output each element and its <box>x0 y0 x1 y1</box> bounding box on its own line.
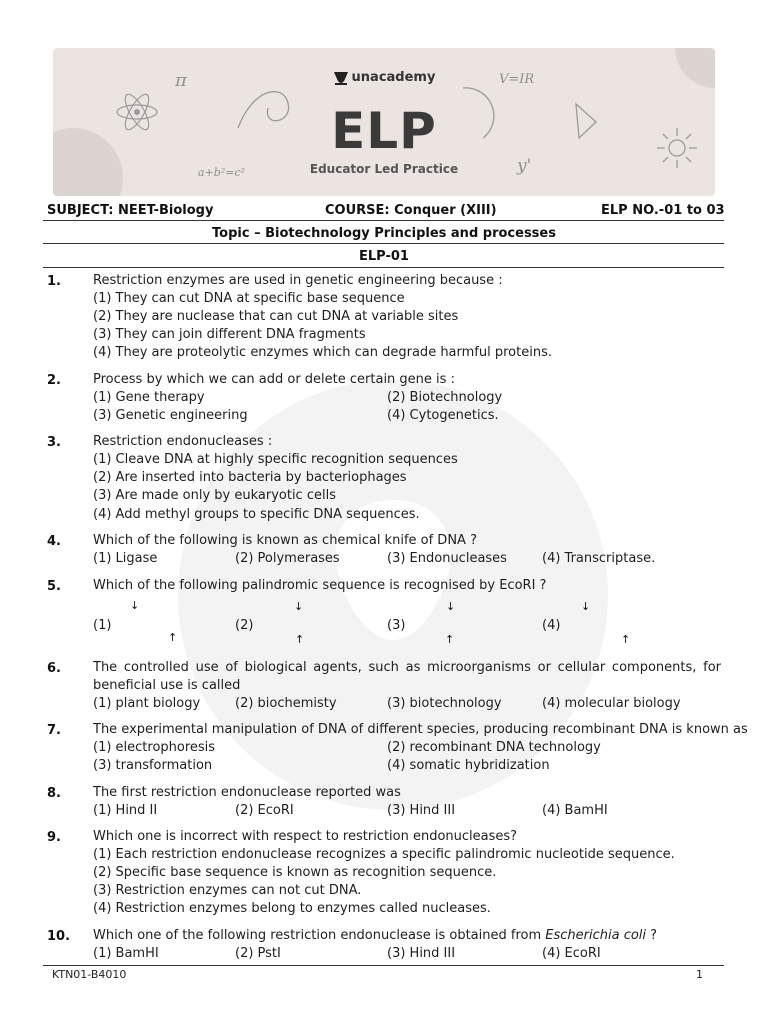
subject-label: SUBJECT: NEET-Biology <box>47 203 214 218</box>
option: (1) Ligase <box>93 551 158 566</box>
question-number: 3. <box>47 435 61 450</box>
question-number: 1. <box>47 274 61 289</box>
option: (2) They are nuclease that can cut DNA at variable sites <box>93 309 459 324</box>
option: (3) Hind III <box>387 946 456 961</box>
option: (2) EcoRI <box>235 803 294 818</box>
brand-name: unacademy <box>351 70 436 85</box>
question-number: 8. <box>47 786 61 801</box>
option: (4) They are proteolytic enzymes which can degrade harmful proteins. <box>93 345 552 360</box>
question-number: 4. <box>47 534 61 549</box>
question-number: 2. <box>47 373 61 388</box>
option: (1) electrophoresis <box>93 740 216 755</box>
option: (4) somatic hybridization <box>387 758 550 773</box>
option: (4) molecular biology <box>542 696 681 711</box>
elp-number: ELP NO.-01 to 03 <box>601 203 725 218</box>
cut-arrow-up-icon: ↑ <box>621 633 631 646</box>
option: (1) <box>93 618 112 633</box>
question-text <box>93 927 657 945</box>
option: (1) They can cut DNA at specific base sequence <box>93 291 405 306</box>
species-name: Escherichia coli <box>545 928 647 943</box>
option: (3) biotechnology <box>387 696 502 711</box>
banner-title: ELP <box>331 102 437 160</box>
page-number: 1 <box>696 968 703 981</box>
cut-arrow-down-icon: ↓ <box>446 600 456 613</box>
cut-arrow-down-icon: ↓ <box>294 600 304 613</box>
option: (1) Gene therapy <box>93 390 205 405</box>
option: (4) <box>542 618 561 633</box>
option: (4) Transcriptase. <box>542 551 656 566</box>
option: (3) They can join different DNA fragments <box>93 327 366 342</box>
question-text: The first restriction endonuclease reported was <box>93 785 401 800</box>
option: (3) Hind III <box>387 803 456 818</box>
equation-doodle: a+b²=c² <box>198 166 246 179</box>
question-text: Restriction enzymes are used in genetic engineering because : <box>93 273 503 288</box>
cut-arrow-down-icon: ↓ <box>581 600 591 613</box>
course-label: COURSE: Conquer (XIII) <box>325 203 497 218</box>
divider <box>43 220 724 221</box>
option: (4) Add methyl groups to specific DNA sequences. <box>93 507 420 522</box>
question-text-part: Which one of the following restriction endonuclease is obtained from <box>93 928 546 943</box>
cut-arrow-down-icon: ↓ <box>130 599 140 612</box>
option: (3) Are made only by eukaryotic cells <box>93 488 336 503</box>
option: (2) Specific base sequence is known as recognition sequence. <box>93 865 497 880</box>
option: (4) BamHI <box>542 803 608 818</box>
option: (2) recombinant DNA technology <box>387 740 601 755</box>
question-number: 6. <box>47 661 61 676</box>
question-text: beneficial use is called <box>93 678 241 693</box>
cut-arrow-up-icon: ↑ <box>295 633 305 646</box>
question-text: Which of the following is known as chemical knife of DNA ? <box>93 533 477 548</box>
question-text: The experimental manipulation of DNA of different species, producing recombinant DNA is known as <box>93 722 748 737</box>
cut-arrow-up-icon: ↑ <box>168 631 178 644</box>
option: (3) <box>387 618 406 633</box>
question-number: 10. <box>47 929 71 944</box>
y-prime-doodle: y' <box>517 156 532 176</box>
option: (2) PstI <box>235 946 281 961</box>
option: (3) transformation <box>93 758 213 773</box>
option: (2) Are inserted into bacteria by bacteriophages <box>93 470 407 485</box>
divider <box>43 243 724 244</box>
pi-doodle: π <box>175 70 187 91</box>
option: (1) plant biology <box>93 696 201 711</box>
question-text: Which one is incorrect with respect to restriction endonucleases? <box>93 829 518 844</box>
section-title: ELP-01 <box>359 249 409 264</box>
header-banner <box>53 48 715 196</box>
option: (3) Genetic engineering <box>93 408 248 423</box>
question-text-part: ? <box>646 928 658 943</box>
option: (1) BamHI <box>93 946 159 961</box>
option: (1) Each restriction endonuclease recognizes a specific palindromic nucleotide sequence. <box>93 847 675 862</box>
question-number: 9. <box>47 830 61 845</box>
option: (2) Biotechnology <box>387 390 503 405</box>
option: (4) Restriction enzymes belong to enzymes called nucleases. <box>93 901 491 916</box>
option: (3) Restriction enzymes can not cut DNA. <box>93 883 362 898</box>
divider <box>43 267 724 268</box>
question-number: 5. <box>47 579 61 594</box>
banner-subtitle: Educator Led Practice <box>309 162 459 176</box>
option: (4) EcoRI <box>542 946 601 961</box>
option: (4) Cytogenetics. <box>387 408 499 423</box>
option: (2) biochemisty <box>235 696 337 711</box>
topic-title: Topic – Biotechnology Principles and processes <box>212 226 556 241</box>
option: (2) <box>235 618 254 633</box>
option: (1) Cleave DNA at highly specific recognition sequences <box>93 452 458 467</box>
option: (3) Endonucleases <box>387 551 507 566</box>
cut-arrow-up-icon: ↑ <box>445 633 455 646</box>
vir-doodle: V=IR <box>499 72 535 87</box>
brand-logo <box>53 70 715 85</box>
unacademy-logo-icon <box>333 71 349 85</box>
question-text: Process by which we can add or delete certain gene is : <box>93 372 455 387</box>
option: (2) Polymerases <box>235 551 340 566</box>
footer-divider <box>43 965 724 966</box>
option: (1) Hind II <box>93 803 158 818</box>
question-text: Which of the following palindromic sequence is recognised by EcoRI ? <box>93 578 547 593</box>
document-code: KTN01-B4010 <box>52 968 127 981</box>
question-number: 7. <box>47 723 61 738</box>
question-text: The controlled use of biological agents, such as microorganisms or cellular components, for <box>93 660 721 675</box>
question-text: Restriction endonucleases : <box>93 434 273 449</box>
